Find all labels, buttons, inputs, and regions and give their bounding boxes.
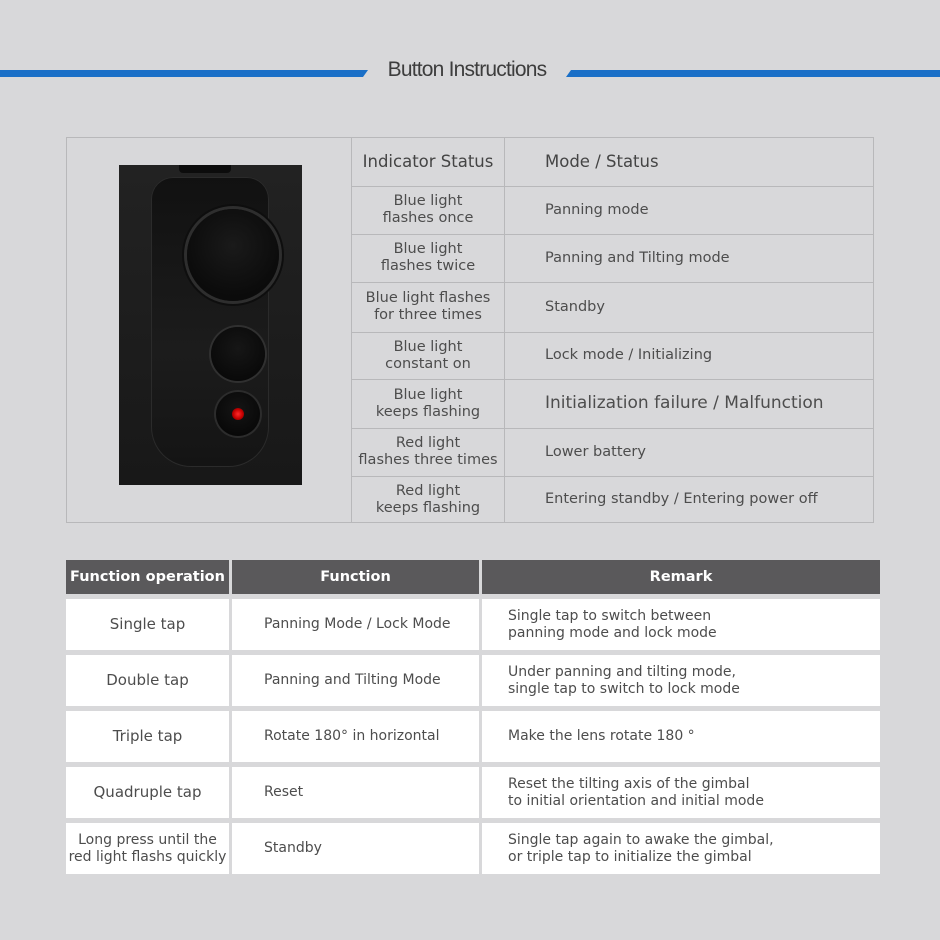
indicator-line: Blue light — [393, 338, 463, 355]
indicator-cell — [352, 282, 505, 332]
remark-line: panning mode and lock mode — [508, 624, 717, 641]
device-button-panel — [151, 177, 269, 467]
remark-cell — [482, 767, 880, 818]
function-cell: Panning Mode / Lock Mode — [232, 599, 479, 650]
remark-cell — [482, 655, 880, 706]
mode-cell: Panning mode — [505, 186, 875, 234]
mode-cell: Lock mode / Initializing — [505, 332, 875, 379]
operation-cell — [66, 823, 229, 874]
mode-cell: Entering standby / Entering power off — [505, 476, 875, 523]
indicator-line: keeps flashing — [375, 499, 481, 516]
header-remark: Remark — [482, 560, 880, 594]
remark-line: Single tap again to awake the gimbal, — [508, 831, 774, 848]
function-cell: Reset — [232, 767, 479, 818]
indicator-line: keeps flashing — [375, 403, 481, 420]
table-row — [352, 428, 874, 476]
operation-cell — [66, 711, 229, 762]
header-indicator-status: Indicator Status — [362, 151, 494, 171]
operation-line: red light flashs quickly — [68, 848, 227, 865]
indicator-line: flashes once — [382, 210, 474, 226]
remark-line: Single tap to switch between — [508, 607, 712, 624]
indicator-cell — [352, 186, 505, 234]
page-title: Button Instructions — [387, 58, 547, 81]
operation-line: Triple tap — [112, 727, 183, 745]
table-row — [352, 332, 874, 379]
remark-line: Reset the tilting axis of the gimbal — [508, 775, 750, 792]
table-row — [352, 282, 874, 332]
remark-cell — [482, 711, 880, 762]
indicator-line: Blue light — [393, 386, 463, 403]
function-button-icon — [211, 327, 265, 381]
header-rule-left — [0, 70, 368, 77]
header-mode-status: Mode / Status — [505, 137, 875, 186]
table-row — [352, 234, 874, 282]
remark-cell — [482, 823, 880, 874]
remark-line: or triple tap to initialize the gimbal — [508, 848, 752, 865]
indicator-line: flashes three times — [358, 452, 498, 468]
indicator-cell — [352, 476, 505, 523]
indicator-cell — [352, 332, 505, 379]
gimbal-handle-image — [119, 165, 302, 485]
operation-line: Double tap — [106, 671, 189, 689]
operation-line: Single tap — [109, 615, 186, 633]
operation-cell — [66, 599, 229, 650]
table-row — [352, 476, 874, 523]
header-function-operation: Function operation — [66, 560, 229, 594]
table-header-row — [352, 137, 874, 186]
operation-cell — [66, 655, 229, 706]
indicator-line: Red light — [395, 482, 461, 499]
header-rule-right — [566, 70, 940, 77]
red-indicator-led-icon — [232, 408, 244, 420]
joystick-icon — [187, 209, 279, 301]
operation-cell — [66, 767, 229, 818]
table-row — [66, 767, 880, 818]
table-header-row — [66, 560, 880, 594]
indicator-line: constant on — [385, 355, 471, 372]
table-row — [66, 599, 880, 650]
function-cell: Standby — [232, 823, 479, 874]
operation-line: Long press until the — [78, 831, 217, 848]
table-row — [352, 186, 874, 234]
indicator-cell — [352, 234, 505, 282]
table-row — [66, 655, 880, 706]
indicator-line: for three times — [374, 307, 482, 323]
mode-cell: Lower battery — [505, 428, 875, 476]
indicator-cell — [352, 428, 505, 476]
table-row — [352, 379, 874, 428]
mode-cell: Panning and Tilting mode — [505, 234, 875, 282]
indicator-status-table — [352, 137, 874, 523]
remark-line: Under panning and tilting mode, — [508, 663, 736, 680]
function-operation-table — [63, 555, 883, 879]
header-function: Function — [232, 560, 479, 594]
indicator-line: flashes twice — [380, 258, 476, 274]
indicator-cell — [352, 379, 505, 428]
indicator-line: Blue light — [393, 241, 463, 257]
table-row — [66, 711, 880, 762]
indicator-line: Red light — [395, 435, 461, 451]
remark-line: to initial orientation and initial mode — [508, 792, 764, 809]
mode-cell: Initialization failure / Malfunction — [505, 379, 875, 428]
mode-cell: Standby — [505, 282, 875, 332]
remark-cell — [482, 599, 880, 650]
remark-line: single tap to switch to lock mode — [508, 680, 740, 697]
indicator-line: Blue light — [393, 193, 463, 209]
device-notch — [179, 165, 231, 173]
indicator-line: Blue light flashes — [365, 290, 491, 306]
table-row — [66, 823, 880, 874]
remark-line: Make the lens rotate 180 ° — [508, 728, 695, 744]
operation-line: Quadruple tap — [93, 783, 202, 801]
function-cell: Panning and Tilting Mode — [232, 655, 479, 706]
function-cell: Rotate 180° in horizontal — [232, 711, 479, 762]
